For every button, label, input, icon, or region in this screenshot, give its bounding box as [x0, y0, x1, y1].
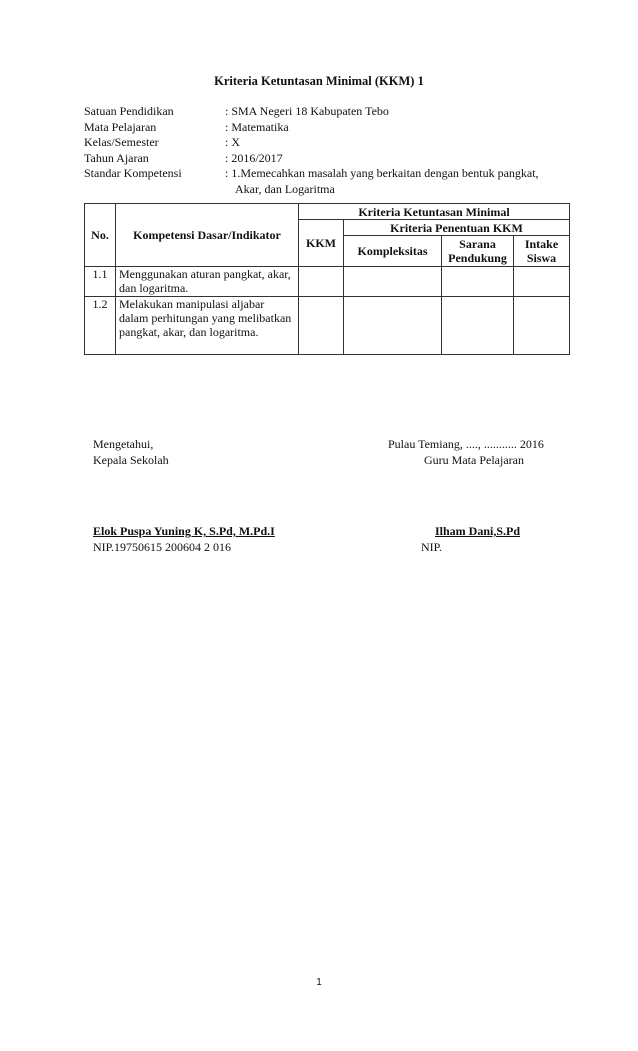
table-row	[85, 297, 570, 355]
signature-right-line1: Pulau Temiang, ...., ........... 2016	[388, 437, 544, 451]
info-value: : 2016/2017	[225, 150, 283, 165]
signature-left-nip: NIP.19750615 200604 2 016	[93, 539, 232, 554]
header-kompleksitas: Kompleksitas	[344, 236, 442, 267]
signature-right-name-block	[421, 524, 520, 555]
table-row	[85, 267, 570, 297]
table-header-row	[85, 204, 570, 220]
info-value: : SMA Negeri 18 Kabupaten Tebo	[225, 104, 389, 118]
cell-intake	[514, 267, 570, 297]
info-label: Standar Kompetensi	[84, 166, 182, 181]
info-row-kelas	[84, 135, 584, 151]
info-row-standar	[84, 166, 584, 197]
cell-kkm	[299, 267, 344, 297]
signature-right-line2: Guru Mata Pelajaran	[424, 452, 524, 467]
info-value: : Matematika	[225, 119, 289, 134]
signature-left-name-block	[93, 524, 275, 555]
signature-right-nip: NIP.	[421, 539, 443, 554]
info-row-satuan	[84, 104, 584, 120]
cell-desc: Melakukan manipulasi aljabar dalam perhitungan yang melibatkan pangkat, akar, dan logaritma.	[116, 297, 299, 355]
info-value-line: : 1.Memecahkan masalah yang berkaitan dengan bentuk pangkat,	[225, 166, 539, 181]
header-sarana: Sarana Pendukung	[442, 236, 514, 267]
info-value-continuation: Akar, dan Logaritma	[235, 181, 335, 196]
header-intake: Intake Siswa	[514, 236, 570, 267]
cell-desc: Menggunakan aturan pangkat, akar, dan logaritma.	[116, 267, 299, 297]
header-kkm: KKM	[299, 220, 344, 267]
signature-right-name: Ilham Dani,S.Pd	[435, 524, 521, 538]
info-value	[225, 166, 584, 197]
cell-no: 1.2	[85, 297, 116, 355]
signature-left-line2: Kepala Sekolah	[93, 452, 169, 467]
info-label: Mata Pelajaran	[84, 119, 157, 134]
header-penentuan: Kriteria Penentuan KKM	[344, 220, 570, 236]
cell-intake	[514, 297, 570, 355]
header-kompetensi: Kompetensi Dasar/Indikator	[116, 204, 299, 267]
cell-no: 1.1	[85, 267, 116, 297]
cell-kompleksitas	[344, 267, 442, 297]
page-number: 1	[316, 977, 322, 988]
info-label: Tahun Ajaran	[84, 150, 149, 165]
kkm-table	[84, 203, 570, 355]
header-kkm-group: Kriteria Ketuntasan Minimal	[299, 204, 570, 220]
info-block	[84, 104, 584, 198]
cell-sarana	[442, 267, 514, 297]
signature-left-header	[93, 437, 169, 468]
info-value: : X	[225, 135, 240, 150]
document-title: Kriteria Ketuntasan Minimal (KKM) 1	[214, 74, 424, 88]
signature-left-line1: Mengetahui,	[93, 437, 154, 451]
cell-sarana	[442, 297, 514, 355]
cell-kompleksitas	[344, 297, 442, 355]
info-row-mapel	[84, 120, 584, 136]
cell-kkm	[299, 297, 344, 355]
info-label: Satuan Pendidikan	[84, 104, 174, 118]
header-no: No.	[85, 204, 116, 267]
info-label: Kelas/Semester	[84, 135, 159, 150]
info-row-tahun	[84, 151, 584, 167]
signature-right-header	[388, 437, 544, 468]
signature-left-name: Elok Puspa Yuning K, S.Pd, M.Pd.I	[93, 524, 275, 538]
